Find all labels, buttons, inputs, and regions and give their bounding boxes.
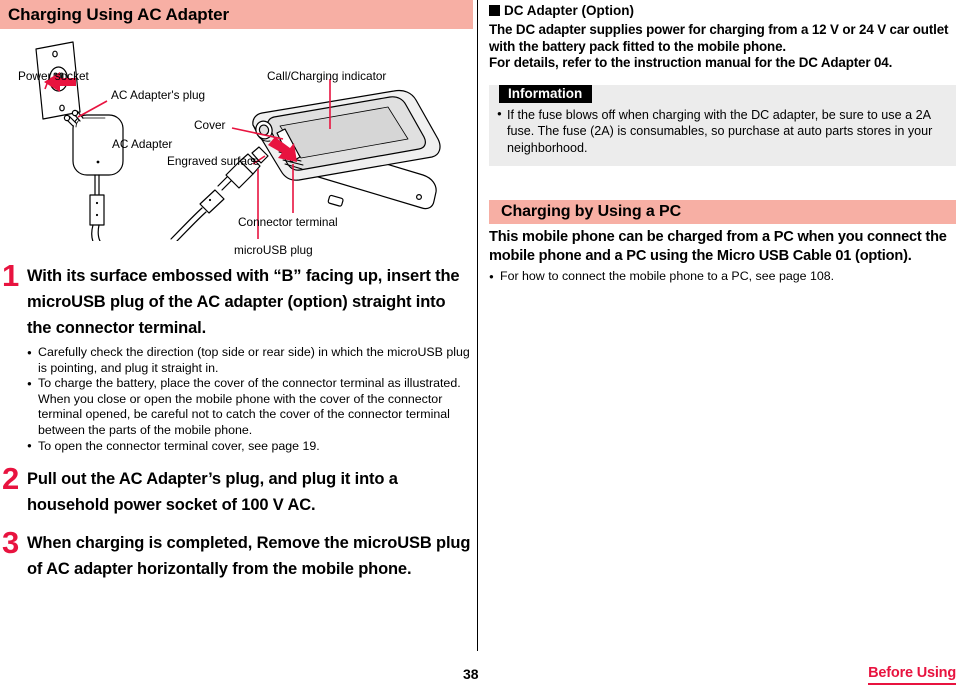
figure-label-cover: Cover xyxy=(194,118,226,132)
subsection-heading-dc-adapter-label: DC Adapter (Option) xyxy=(504,3,634,18)
step-3 xyxy=(0,525,473,582)
chapter-label: Before Using xyxy=(868,665,956,685)
page-number: 38 xyxy=(463,666,479,682)
step-1-number: 1 xyxy=(2,258,20,293)
step-3-title: When charging is completed, Remove the microUSB plug of AC adapter horizontally from the mobile phone. xyxy=(27,534,471,579)
figure-label-connector-terminal: Connector terminal xyxy=(238,215,338,229)
figure-label-call-charging-indicator: Call/Charging indicator xyxy=(267,69,387,83)
list-item: ● If the fuse blows off when charging with the DC adapter, be sure to use a 2A fuse. The fuse (2A) is consumables, so purchase at auto parts stores in your neighborhood. xyxy=(497,107,948,157)
figure-label-power-socket: Power socket xyxy=(18,69,89,83)
figure-label-ac-adapter: AC Adapter xyxy=(112,137,173,151)
ac-adapter-diagram xyxy=(0,29,473,257)
dc-adapter-paragraph-1: The DC adapter supplies power for charging from a 12 V or 24 V car outlet with the battery pack fitted to the mobile phone. xyxy=(489,22,949,54)
step-1-title: With its surface embossed with “B” facing up, insert the microUSB plug of the AC adapter (option) straight into the connector terminal. xyxy=(27,267,460,337)
step-1-notes xyxy=(27,345,473,454)
information-box xyxy=(489,85,956,167)
information-bullets xyxy=(497,107,948,157)
figure-label-engraved-surface: Engraved surface xyxy=(167,154,260,168)
right-column xyxy=(489,0,956,285)
section-header-charging-by-pc: Charging by Using a PC xyxy=(489,200,956,224)
charging-pc-bullets xyxy=(489,269,956,285)
figure-label-ac-adapters-plug: AC Adapter's plug xyxy=(111,88,206,102)
subsection-heading-dc-adapter xyxy=(489,2,956,19)
charging-pc-paragraph: This mobile phone can be charged from a PC when you connect the mobile phone and a PC using the Micro USB Cable 01 (option). xyxy=(489,229,947,265)
list-item: ● Carefully check the direction (top side or rear side) in which the microUSB plug is pointing, and plug it straight in. xyxy=(27,345,473,376)
left-column xyxy=(0,0,473,582)
step-2 xyxy=(0,461,473,518)
step-3-number: 3 xyxy=(2,525,20,561)
section-header-charging-ac-adapter: Charging Using AC Adapter xyxy=(0,0,473,29)
figure-label-microusb-plug: microUSB plug xyxy=(234,243,313,257)
step-1 xyxy=(0,258,473,454)
list-item: ● To open the connector terminal cover, see page 19. xyxy=(27,439,473,455)
information-tag: Information xyxy=(499,85,592,103)
ac-adapter-illustration xyxy=(0,29,473,241)
list-item: ● To charge the battery, place the cover of the connector terminal as illustrated. When you close or open the mobile phone with the cover of the connector terminal opened, be careful not to catch the cover of the connector terminal between the parts of the mobile phone. xyxy=(27,376,473,438)
step-2-number: 2 xyxy=(2,461,20,497)
dc-adapter-paragraph-2: For details, refer to the instruction manual for the DC Adapter 04. xyxy=(489,55,893,71)
list-item: ● For how to connect the mobile phone to a PC, see page 108. xyxy=(489,269,956,285)
column-divider xyxy=(477,0,478,651)
step-2-title: Pull out the AC Adapter’s plug, and plug it into a household power socket of 100 V AC. xyxy=(27,470,398,515)
